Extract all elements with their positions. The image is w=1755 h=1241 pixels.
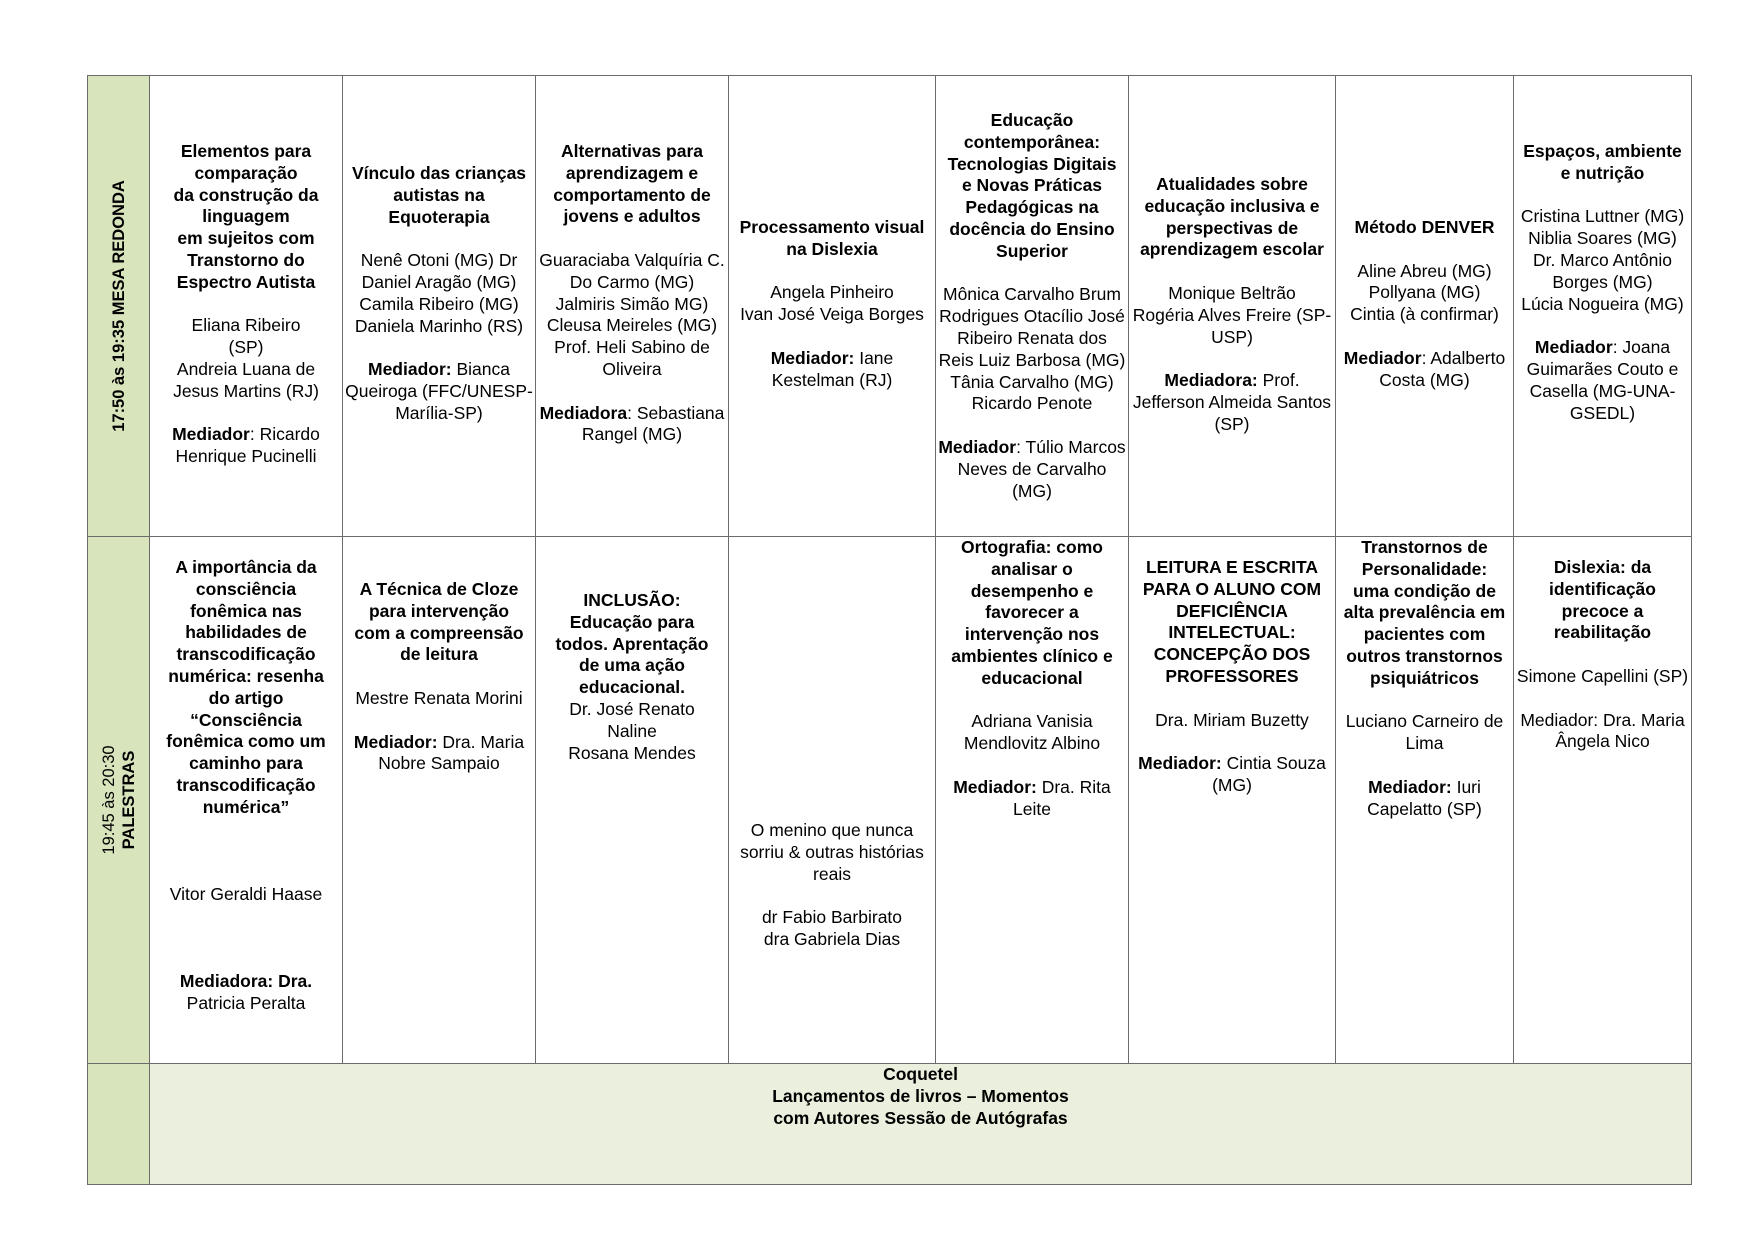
mediator: Mediadora: Sebastiana Rangel (MG) — [539, 402, 725, 445]
speaker: Andreia Luana de — [176, 358, 316, 379]
speaker: Luciano Carneiro de Lima — [1345, 711, 1504, 754]
title-line: CONCEPÇÃO DOS — [1153, 644, 1311, 665]
title-line: na Dislexia — [786, 238, 878, 259]
title-line: de uma ação — [578, 655, 686, 676]
speakers: Nenê Otoni (MG) Dr Daniel Aragão (MG) Camila Ribeiro (MG) Daniela Marinho (RS) — [354, 250, 524, 336]
title-line: sorriu & outras histórias — [740, 841, 924, 862]
title-line: Superior — [996, 240, 1068, 261]
palestras-side-label — [88, 537, 150, 1064]
title-line: INCLUSÃO: — [583, 590, 681, 610]
title-line: psiquiátricos — [1370, 667, 1479, 688]
title-line: favorecer a — [985, 602, 1079, 623]
speaker: Vitor Geraldi Haase — [169, 883, 323, 904]
title-line: consciência — [195, 578, 297, 599]
title-line: Espectro Autista — [176, 271, 316, 292]
title-line: “Consciência — [190, 709, 302, 730]
mesa-cell-8 — [1514, 76, 1692, 537]
mediator: Mediador: Bianca Queiroga (FFC/UNESP-Marília-SP) — [345, 359, 533, 423]
title-line: LEITURA E ESCRITA — [1145, 557, 1319, 577]
palestra-cell-2 — [343, 537, 536, 1064]
title-line: DEFICIÊNCIA — [1176, 600, 1288, 621]
title-line: A Técnica de Cloze — [359, 579, 519, 599]
mesa-redonda-row — [88, 76, 1692, 537]
title-line: jovens e adultos — [563, 206, 701, 227]
title-line: habilidades de — [185, 622, 307, 643]
title-line: PROFESSORES — [1165, 665, 1299, 686]
speaker: (SP) — [228, 337, 264, 358]
title-line: Educação para — [569, 611, 695, 632]
speaker: Monique Beltrão — [1168, 282, 1296, 303]
title-line: educação inclusiva e — [1144, 195, 1320, 216]
title-line: Dislexia: da — [1553, 557, 1652, 577]
palestra-cell-7 — [1336, 537, 1514, 1064]
title-line: todos. Aprentação — [555, 633, 709, 654]
title-line: transcodificação — [176, 644, 316, 665]
banner-side-cell — [88, 1064, 150, 1185]
title-line: Alternativas para — [560, 141, 703, 161]
speaker: Pollyana (MG) — [1368, 282, 1481, 303]
banner-line-1: Coquetel — [883, 1064, 958, 1084]
speaker: Rosana Mendes — [568, 742, 696, 763]
title-line: numérica” — [202, 796, 290, 817]
mesa-cell-3 — [536, 76, 729, 537]
speaker: Cristina Luttner (MG) — [1520, 206, 1685, 227]
speaker: Adriana Vanisia Mendlovitz Albino — [963, 711, 1101, 754]
title-line: numérica: resenha — [168, 665, 324, 686]
speakers: Mônica Carvalho Brum Rodrigues Otacílio José Ribeiro Renata dos Reis Luiz Barbosa (MG) Tânia Carvalho (MG) Ricardo Penote — [938, 284, 1126, 414]
title-line: da construção da — [173, 184, 319, 205]
speaker: Niblia Soares (MG) — [1528, 228, 1677, 249]
title-line: reais — [813, 863, 851, 884]
title-line: Equoterapia — [388, 206, 490, 227]
title-line: intervenção nos — [964, 624, 1100, 645]
title-line: Tecnologias Digitais — [947, 153, 1117, 174]
mediator: Mediador: Cintia Souza (MG) — [1138, 753, 1326, 795]
palestras-time-label: 19:45 às 20:30 — [99, 745, 118, 855]
palestra-cell-4 — [729, 537, 936, 1064]
mediator: Mediador: Dra. Maria Ângela Nico — [1520, 709, 1685, 752]
title-line: alta prevalência em — [1343, 602, 1506, 623]
title-line: precoce a — [1561, 600, 1644, 621]
speaker: Angela Pinheiro — [770, 282, 894, 303]
mesa-redonda-side-label — [88, 76, 150, 537]
title-line: Espaços, ambiente — [1523, 141, 1682, 161]
speaker: Ivan José Veiga Borges — [740, 304, 924, 325]
coquetel-banner — [150, 1064, 1692, 1185]
palestra-cell-5 — [936, 537, 1129, 1064]
speaker: Rogéria Alves Freire (SP-USP) — [1132, 304, 1332, 347]
title-line: em sujeitos com — [177, 228, 315, 249]
title-line: linguagem — [202, 206, 290, 227]
title-line: Ortografia: como — [961, 537, 1103, 557]
speaker: Dr. José Renato — [569, 698, 695, 719]
mesa-cell-4 — [729, 76, 936, 537]
mesa-cell-1 — [150, 76, 343, 537]
title-line: de leitura — [400, 644, 478, 665]
banner-line-2: Lançamentos de livros – Momentos — [772, 1085, 1069, 1106]
title-line: Transtornos de — [1361, 537, 1488, 557]
title-line: perspectivas de — [1165, 217, 1299, 238]
title-line: Educação — [990, 110, 1074, 130]
title-line: aprendizagem escolar — [1140, 239, 1324, 260]
speaker: Dr. Marco Antônio Borges (MG) — [1532, 249, 1673, 292]
banner-line-3: com Autores Sessão de Autógrafas — [773, 1107, 1068, 1128]
title-line: fonêmica nas — [190, 600, 302, 621]
title-line: e Novas Práticas — [961, 175, 1103, 196]
title-line: identificação — [1549, 578, 1656, 599]
mediator: Mediador: Adalberto Costa (MG) — [1343, 347, 1506, 390]
speaker: Mestre Renata Morini — [355, 687, 523, 708]
banner-row — [88, 1064, 1692, 1185]
speaker: dra Gabriela Dias — [763, 928, 901, 949]
mediator: Mediador: Dra. Rita Leite — [953, 776, 1111, 819]
title-line: fonêmica como um — [166, 731, 326, 752]
title-line: analisar o — [991, 558, 1073, 579]
palestra-cell-8 — [1514, 537, 1692, 1064]
mesa-cell-7 — [1336, 76, 1514, 537]
palestras-type-label: PALESTRAS — [119, 750, 138, 850]
mesa-redonda-time-label: 17:50 às 19:35 MESA REDONDA — [109, 180, 128, 432]
title-line: Vínculo das crianças — [351, 163, 527, 183]
mediator: Mediador: Dra. Maria Nobre Sampaio — [353, 731, 525, 774]
title-line: educacional. — [578, 677, 685, 698]
title-line: contemporânea: — [963, 131, 1101, 152]
palestra-cell-1 — [150, 537, 343, 1064]
speaker: Lúcia Nogueira (MG) — [1521, 293, 1684, 314]
speaker: Jesus Martins (RJ) — [173, 380, 319, 401]
title-line: ambientes clínico e — [951, 645, 1113, 666]
speaker: Eliana Ribeiro — [191, 315, 301, 336]
mediator: Mediadora: Prof. Jefferson Almeida Santos (SP) — [1132, 370, 1332, 434]
mediator: Mediador: Joana Guimarães Couto e Casella (MG-UNA-GSEDL) — [1526, 337, 1679, 423]
speaker: Naline — [607, 720, 657, 741]
mediator: Mediador: Túlio Marcos Neves de Carvalho (MG) — [938, 436, 1126, 501]
mediator: Mediador: Iuri Capelatto (SP) — [1367, 776, 1482, 819]
title-line: INTELECTUAL: — [1168, 622, 1296, 643]
mediator: Mediadora: Dra. Patricia Peralta — [179, 971, 313, 1013]
title-line: e nutrição — [1560, 162, 1645, 183]
speaker: Simone Capellini (SP) — [1516, 665, 1689, 686]
mesa-cell-6 — [1129, 76, 1336, 537]
mediator: Mediador: Ricardo Henrique Pucinelli — [172, 424, 320, 467]
title-line: Elementos para — [180, 141, 312, 161]
mediator: Mediador: Iane Kestelman (RJ) — [770, 347, 894, 390]
title-line: para intervenção — [368, 600, 510, 621]
title-line: Processamento visual — [739, 217, 925, 237]
title-line: aprendizagem e — [565, 162, 699, 183]
title-line: Pedagógicas na — [965, 197, 1099, 218]
title-line: PARA O ALUNO COM — [1142, 578, 1322, 599]
title-line: Transtorno do — [187, 249, 305, 270]
title-line: do artigo — [208, 687, 284, 708]
speakers: Guaraciaba Valquíria C. Do Carmo (MG) Jalmiris Simão MG) Cleusa Meireles (MG) Prof. Heli Sabino de Oliveira — [539, 249, 725, 379]
title-line: comparação — [194, 162, 298, 183]
schedule-table — [87, 75, 1692, 1185]
title-line: desempenho e — [970, 580, 1094, 601]
title-line: caminho para — [189, 753, 303, 774]
title-line: reabilitação — [1553, 622, 1652, 643]
speaker: Aline Abreu (MG) — [1357, 260, 1492, 281]
title-line: educacional — [981, 667, 1083, 688]
title-line: comportamento de — [553, 184, 711, 205]
title-line: pacientes com — [1363, 624, 1486, 645]
title-line: Personalidade: — [1361, 558, 1488, 579]
speaker: dr Fabio Barbirato — [761, 907, 903, 928]
speaker: Cintia (à confirmar) — [1350, 304, 1499, 325]
title-line: transcodificação — [176, 774, 316, 795]
title-line: A importância da — [175, 557, 317, 577]
palestra-cell-6 — [1129, 537, 1336, 1064]
title-line: O menino que nunca — [750, 820, 914, 840]
title-line: Método DENVER — [1354, 217, 1495, 237]
title-line: Atualidades sobre — [1156, 174, 1308, 194]
mesa-cell-5 — [936, 76, 1129, 537]
mesa-cell-2 — [343, 76, 536, 537]
title-line: com a compreensão — [354, 622, 524, 643]
speaker: Dra. Miriam Buzetty — [1155, 709, 1309, 730]
title-line: outros transtornos — [1346, 645, 1503, 666]
palestra-cell-3 — [536, 537, 729, 1064]
palestras-row — [88, 537, 1692, 1064]
title-line: docência do Ensino — [949, 218, 1115, 239]
title-line: uma condição de — [1353, 580, 1496, 601]
title-line: autistas na — [393, 184, 485, 205]
